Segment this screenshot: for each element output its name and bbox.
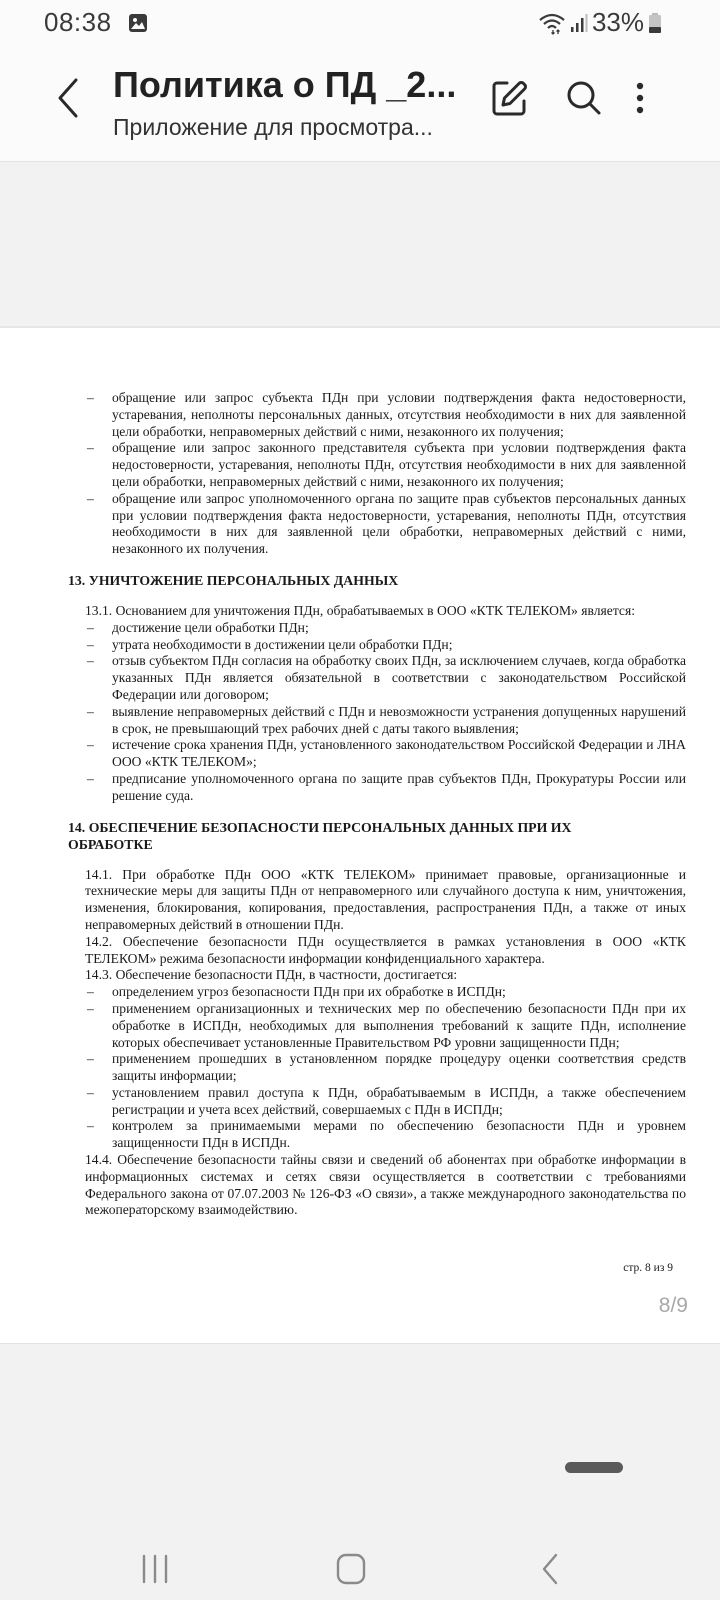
list-item: – определением угроз безопасности ПДн при их обработке в ИСПДн; bbox=[87, 984, 506, 1000]
scroll-handle[interactable] bbox=[565, 1462, 623, 1473]
list-item: – применением организационных и технических мер по обеспечению безопасности ПДн при их обработке в ИСПДн, необходимых для выполнения требований к защите ПДн, исполнение которых обеспечивает установленные Правительством РФ уровни защищенности ПДн; bbox=[87, 1000, 686, 1050]
more-options-icon bbox=[630, 76, 650, 120]
back-button[interactable] bbox=[50, 74, 90, 122]
page-footer: стр. 8 из 9 bbox=[623, 1262, 673, 1274]
list-item: – истечение срока хранения ПДн, установленного законодательством Российской Федерации и ЛНА ООО «КТК ТЕЛЕКОМ»; bbox=[87, 737, 686, 770]
document-page[interactable] bbox=[0, 328, 720, 1344]
section-13-heading: 13. УНИЧТОЖЕНИЕ ПЕРСОНАЛЬНЫХ ДАННЫХ bbox=[68, 572, 399, 588]
list-item: – обращение или запрос субъекта ПДн при условии подтверждения факта недостоверности, устаревания, неполноты персональных данных, отсутствия необходимости в них для заявленной цели обработки, неправомерных действий с ними, незаконного их получения; bbox=[87, 390, 686, 439]
viewer-background bbox=[0, 162, 720, 328]
status-time: 08:38 bbox=[44, 7, 112, 37]
search-button[interactable] bbox=[562, 76, 606, 120]
section-14-heading: 14. ОБЕСПЕЧЕНИЕ БЕЗОПАСНОСТИ ПЕРСОНАЛЬНЫХ ДАННЫХ ПРИ ИХ ОБРАБОТКЕ bbox=[68, 819, 572, 852]
back-arrow-icon bbox=[50, 74, 90, 122]
recents-button[interactable] bbox=[130, 1550, 180, 1590]
list-item: – утрата необходимости в достижении цели обработки ПДн; bbox=[87, 636, 453, 652]
gallery-notification-icon bbox=[128, 13, 148, 33]
list-item: – обращение или запрос уполномоченного органа по защите прав субъектов персональных данных при условии подтверждения факта недостоверности, устаревания, неполноты ПДн, отсутствия необходимости в них для заявленной цели обработки, неправомерных действий с ними, незаконного их получения. bbox=[87, 490, 686, 557]
battery-percent: 33% bbox=[591, 7, 644, 37]
list-item: – применением прошедших в установленном порядке процедуру оценки соответствия средств защиты информации; bbox=[87, 1051, 686, 1084]
home-button[interactable] bbox=[332, 1550, 382, 1590]
nav-back-button[interactable] bbox=[536, 1550, 586, 1590]
paragraph-13-1: 13.1. Основанием для уничтожения ПДн, обрабатываемых в ООО «КТК ТЕЛЕКОМ» является: bbox=[85, 602, 635, 618]
list-item: – достижение цели обработки ПДн; bbox=[87, 619, 309, 635]
status-indicators bbox=[538, 7, 662, 38]
home-icon bbox=[332, 1550, 372, 1590]
app-bar bbox=[0, 46, 720, 162]
recents-icon bbox=[130, 1550, 180, 1590]
document-title: Политика о ПД _2... bbox=[113, 64, 457, 105]
document-subtitle: Приложение для просмотра... bbox=[113, 114, 433, 140]
list-item: – выявление неправомерных действий с ПДн и невозможности устранения допущенных нарушений в срок, не превышающий трех рабочих дней с даты такого выявления; bbox=[87, 703, 686, 736]
paragraph-14-2: 14.2. Обеспечение безопасности ПДн осуществляется в рамках установления в ООО «КТК ТЕЛЕКОМ» режима безопасности информации конфиденциального характера. bbox=[85, 933, 686, 966]
more-options-button[interactable] bbox=[630, 76, 674, 120]
page-counter: 8/9 bbox=[658, 1294, 688, 1317]
search-icon bbox=[562, 76, 606, 120]
edit-button[interactable] bbox=[488, 76, 532, 120]
paragraph-14-1: 14.1. При обработке ПДн ООО «КТК ТЕЛЕКОМ» принимает правовые, организационные и технические меры для защиты ПДн от неправомерного или случайного доступа к ним, уничтожения, изменения, блокирования, копирования, предоставления, распространения ПДн, а также от иных неправомерных действий в отношении ПДн. bbox=[85, 866, 686, 932]
back-icon bbox=[536, 1550, 576, 1590]
paragraph-14-4: 14.4. Обеспечение безопасности тайны связи и сведений об абонентах при обработке информации в информационных системах и сетях связи осуществляется в соответствии с требованиями Федерального закона от 07.07.2003 № 126-ФЗ «О связи», а также международного законодательства по межоператорскому взаимодействию. bbox=[85, 1152, 686, 1218]
paragraph-14-3: 14.3. Обеспечение безопасности ПДн, в частности, достигается: bbox=[85, 967, 458, 983]
battery-icon bbox=[648, 12, 662, 34]
signal-icon bbox=[570, 12, 588, 34]
wifi-icon bbox=[538, 11, 566, 35]
list-item: – установлением правил доступа к ПДн, обрабатываемым в ИСПДн, а также обеспечением регистрации и учета всех действий, совершаемых с ПДн в ИСПДн; bbox=[87, 1084, 686, 1117]
list-item: – обращение или запрос законного представителя субъекта при условии подтверждения факта недостоверности, устаревания, неполноты ПДн, отсутствия необходимости в них для заявленной цели обработки, неправомерных действий с ними, незаконного их получения; bbox=[87, 440, 686, 489]
document-content bbox=[68, 390, 686, 1219]
edit-icon bbox=[488, 76, 532, 120]
system-nav-bar bbox=[0, 1530, 720, 1600]
list-item: – контролем за принимаемыми мерами по обеспечению безопасности ПДн и уровнем защищенности ПДн в ИСПДн. bbox=[87, 1118, 686, 1151]
status-bar bbox=[0, 0, 720, 46]
list-item: – отзыв субъектом ПДн согласия на обработку своих ПДн, за исключением случаев, когда обработка указанных ПДн является обязательной в соответствии с законодательством Российской Федерации или договором; bbox=[87, 653, 686, 702]
list-item: – предписание уполномоченного органа по защите прав субъектов ПДн, Прокуратуры России или решение суда. bbox=[87, 770, 686, 803]
